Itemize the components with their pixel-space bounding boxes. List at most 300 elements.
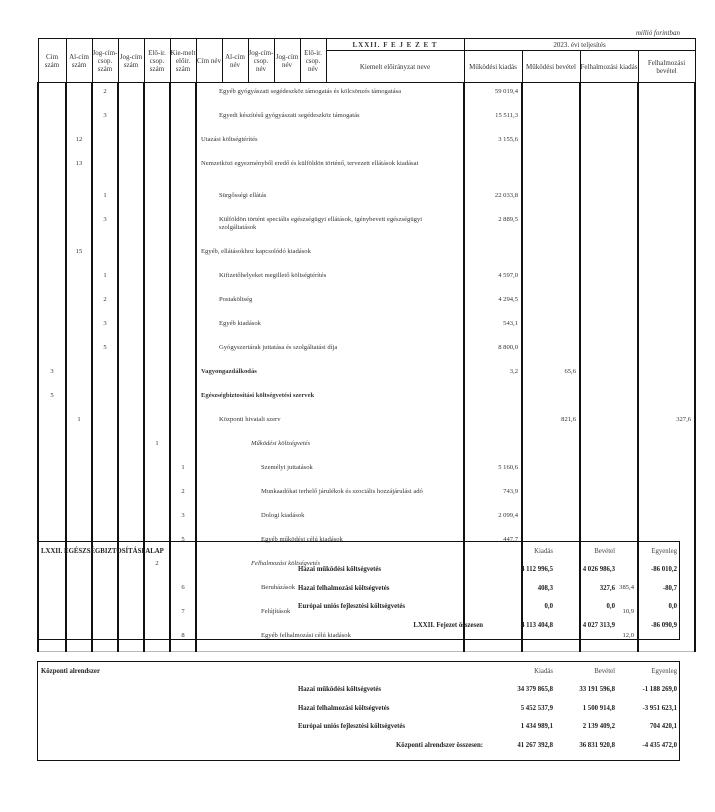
col-header-jogcimcsop-nev: Jog-cím-csop. név [248,39,274,83]
cell-mukodesi-kiadas [464,387,522,411]
cell-mukodesi-kiadas: 4 294,5 [464,291,522,315]
summary-row [38,579,679,598]
table-row [38,507,695,531]
summary-row-label: Hazai működési költségvetés [298,686,382,694]
cell-jogcimcsop-szam: 3 [92,211,118,243]
cell-mukodesi-kiadas: 3 155,6 [464,131,522,155]
cell-mukodesi-bevetel [522,483,580,507]
cell-item-name: Vagyongazdálkodás [196,363,464,387]
cell-kiemelt-szam: 5 [170,531,196,555]
cell-item-name: Gyógyszertárak juttatása és szolgáltatási díja [196,339,464,363]
summary-header-kiadas: Kiadás [534,547,553,555]
cell-eloircsop-szam: 2 [144,555,170,579]
summary-total-egyenleg: -86 090,9 [650,621,677,629]
summary-row [38,681,679,700]
cell-jogcimcsop-szam: 1 [92,267,118,291]
cell-felhalmozasi-kiadas [580,83,638,108]
cell-item-name: Kifizetőhelyeket megillető költségtérítés [196,267,464,291]
cell-jogcim-szam [118,315,144,339]
cell-item-name: Személyi juttatások [196,459,464,483]
cell-jogcimcsop-szam [92,363,118,387]
cell-jogcimcsop-szam [92,411,118,435]
cell-item-name: Beruházások [196,579,464,603]
cell-mukodesi-bevetel [522,459,580,483]
cell-mukodesi-bevetel [522,83,580,108]
cell-jogcim-szam [118,339,144,363]
cell-felhalmozasi-kiadas [580,363,638,387]
summary-kiadas: 4 112 996,5 [521,566,553,574]
cell-felhalmozasi-kiadas [580,459,638,483]
col-header-alcim-nev: Al-cím név [222,39,248,83]
summary-bevetel: 327,6 [599,584,615,592]
cell-jogcim-szam [118,211,144,243]
col-header-mukodesi-bevetel: Működési bevétel [522,51,580,83]
summary-egyenleg: -3 951 623,1 [642,704,677,712]
cell-mukodesi-kiadas: 743,9 [464,483,522,507]
cell-jogcimcsop-szam [92,131,118,155]
cell-jogcim-szam [118,291,144,315]
cell-mukodesi-bevetel [522,507,580,531]
summary-row [38,598,679,617]
cell-alcim-szam [66,83,92,108]
summary-row-label: Hazai felhalmozási költségvetés [298,584,390,592]
cell-eloircsop-szam [144,411,170,435]
cell-felhalmozasi-kiadas [580,107,638,131]
cell-eloircsop-szam [144,339,170,363]
col-header-name: Kiemelt előirányzat neve [326,51,464,83]
summary-egyenleg: 704 420,1 [649,723,677,731]
cell-mukodesi-kiadas [464,435,522,459]
cell-felhalmozasi-kiadas [580,411,638,435]
cell-mukodesi-kiadas [464,411,522,435]
cell-mukodesi-bevetel [522,315,580,339]
summary-total-row [38,736,679,755]
cell-mukodesi-bevetel [522,339,580,363]
summary-egyenleg: 0,0 [668,603,677,611]
cell-felhalmozasi-kiadas [580,339,638,363]
cell-mukodesi-bevetel: 65,6 [522,363,580,387]
cell-cim-szam [38,435,66,459]
cell-felhalmozasi-kiadas [580,291,638,315]
cell-alcim-szam [66,291,92,315]
cell-item-name: Működési költségvetés [196,435,464,459]
cell-alcim-szam [66,107,92,131]
cell-kiemelt-szam [170,291,196,315]
summary-bevetel: 4 026 986,3 [582,566,615,574]
table-row [38,267,695,291]
col-header-kiemelt-szam: Kie-melt előir. szám [170,39,196,83]
cell-mukodesi-kiadas [464,243,522,267]
cell-jogcim-szam [118,155,144,187]
cell-cim-szam [38,131,66,155]
cell-cim-szam [38,315,66,339]
cell-felhalmozasi-bevetel [638,315,695,339]
col-header-cim-nev: Cím név [196,39,222,83]
cell-eloircsop-szam [144,267,170,291]
cell-alcim-szam [66,507,92,531]
cell-felhalmozasi-bevetel [638,187,695,211]
cell-cim-szam [38,411,66,435]
cell-kiemelt-szam: 8 [170,627,196,652]
cell-alcim-szam: 13 [66,155,92,187]
summary-row-label: Hazai felhalmozási költségvetés [298,704,390,712]
summary-kiadas: 5 452 537,9 [520,704,553,712]
cell-felhalmozasi-kiadas [580,483,638,507]
cell-felhalmozasi-kiadas: 385,4 [580,579,638,603]
col-header-eloircsop-szam: Elő-ir. csop. szám [144,39,170,83]
summary-bevetel: 33 191 596,8 [579,686,615,694]
cell-jogcim-szam [118,83,144,108]
summary-total-kiadas: 4 113 404,8 [521,621,553,629]
table-header [38,39,695,83]
summary-kiadas: 408,3 [537,584,553,592]
cell-jogcimcsop-szam [92,243,118,267]
cell-alcim-szam: 1 [66,411,92,435]
table-row [38,435,695,459]
cell-mukodesi-bevetel [522,155,580,187]
cell-item-name: Egyéb, ellátásokhoz kapcsolódó kiadások [196,243,464,267]
cell-felhalmozasi-bevetel [638,267,695,291]
table-row [38,83,695,108]
cell-eloircsop-szam [144,131,170,155]
summary-egyenleg: -1 188 269,0 [642,686,677,694]
cell-kiemelt-szam [170,387,196,411]
col-header-felhalmozasi-kiadas: Felhalmozási kiadás [580,51,638,83]
cell-jogcim-szam [118,267,144,291]
cell-felhalmozasi-bevetel [638,435,695,459]
cell-cim-szam [38,507,66,531]
cell-felhalmozasi-kiadas [580,131,638,155]
cell-felhalmozasi-bevetel [638,339,695,363]
col-header-felhalmozasi-bevetel: Felhalmozási bevétel [638,51,695,83]
cell-felhalmozasi-kiadas [580,387,638,411]
cell-alcim-szam [66,435,92,459]
cell-kiemelt-szam: 3 [170,507,196,531]
cell-item-name: Egészségbiztosítási költségvetési szervek [196,387,464,411]
cell-felhalmozasi-kiadas [580,211,638,243]
cell-eloircsop-szam [144,507,170,531]
cell-jogcimcsop-szam [92,483,118,507]
cell-jogcim-szam [118,187,144,211]
cell-eloircsop-szam [144,315,170,339]
cell-item-name: Postaköltség [196,291,464,315]
summary-row-label: Európai uniós fejlesztési költségvetés [298,723,406,731]
cell-kiemelt-szam: 7 [170,603,196,627]
summary-kiadas: 34 379 865,8 [517,686,553,694]
cell-item-name: Felújítások [196,603,464,627]
summary-total-egyenleg: -4 435 472,0 [642,741,677,749]
cell-jogcimcsop-szam [92,387,118,411]
cell-item-name: Egyéb működési célú kiadások [196,531,464,555]
col-header-jogcim-szam: Jog-cím szám [118,39,144,83]
cell-item-name: Felhalmozási költségvetés [196,555,464,579]
summary-chapter [37,541,680,640]
cell-mukodesi-kiadas: 22 033,8 [464,187,522,211]
cell-felhalmozasi-kiadas [580,315,638,339]
cell-alcim-szam [66,339,92,363]
cell-felhalmozasi-kiadas [580,187,638,211]
cell-mukodesi-bevetel [522,291,580,315]
cell-mukodesi-kiadas: 3,2 [464,363,522,387]
table-row [38,155,695,187]
cell-mukodesi-kiadas: 543,1 [464,315,522,339]
table-row [38,459,695,483]
summary-header-bevetel: Bevétel [594,547,615,555]
cell-mukodesi-kiadas: 5 160,6 [464,459,522,483]
cell-kiemelt-szam [170,315,196,339]
summary-total-bevetel: 36 831 920,8 [579,741,615,749]
cell-mukodesi-bevetel [522,267,580,291]
summary-total-bevetel: 4 027 313,9 [582,621,615,629]
cell-mukodesi-bevetel [522,435,580,459]
summary-row [38,718,679,737]
cell-felhalmozasi-kiadas: 12,0 [580,627,638,652]
cell-kiemelt-szam [170,411,196,435]
cell-eloircsop-szam [144,187,170,211]
cell-jogcim-szam [118,459,144,483]
cell-alcim-szam [66,483,92,507]
cell-jogcim-szam [118,411,144,435]
cell-felhalmozasi-bevetel [638,83,695,108]
cell-cim-szam [38,211,66,243]
cell-jogcim-szam [118,435,144,459]
summary-bevetel: 0,0 [606,603,615,611]
cell-kiemelt-szam: 1 [170,459,196,483]
cell-jogcimcsop-szam: 1 [92,187,118,211]
col-header-cim-szam: Cím szám [38,39,66,83]
cell-mukodesi-bevetel [522,131,580,155]
summary-row [38,561,679,580]
cell-item-name: Egyedi készítésű gyógyászati segédeszköz támogatás [196,107,464,131]
table-row [38,211,695,243]
cell-kiemelt-szam [170,131,196,155]
summary-header-kiadas: Kiadás [534,667,553,675]
table-row [38,315,695,339]
cell-cim-szam [38,483,66,507]
summary-total-row [38,616,679,635]
cell-alcim-szam [66,459,92,483]
summary-kiadas: 0,0 [544,603,553,611]
cell-felhalmozasi-bevetel [638,291,695,315]
table-row [38,107,695,131]
cell-kiemelt-szam [170,363,196,387]
summary-title: Központi alrendszer [41,667,100,675]
cell-mukodesi-bevetel [522,107,580,131]
cell-kiemelt-szam [170,243,196,267]
cell-jogcimcsop-szam: 2 [92,291,118,315]
summary-egyenleg: -86 010,2 [650,566,677,574]
cell-cim-szam [38,187,66,211]
cell-jogcim-szam [118,131,144,155]
cell-eloircsop-szam [144,107,170,131]
cell-eloircsop-szam [144,243,170,267]
summary-header-bevetel: Bevétel [594,667,615,675]
cell-felhalmozasi-bevetel [638,155,695,187]
cell-alcim-szam [66,187,92,211]
cell-item-name: Dologi kiadások [196,507,464,531]
cell-mukodesi-kiadas: 2 099,4 [464,507,522,531]
cell-eloircsop-szam: 1 [144,435,170,459]
cell-felhalmozasi-bevetel [638,107,695,131]
cell-felhalmozasi-bevetel [638,483,695,507]
unit-note: millió forintban [635,29,680,37]
cell-alcim-szam: 15 [66,243,92,267]
cell-felhalmozasi-bevetel [638,459,695,483]
cell-eloircsop-szam [144,211,170,243]
cell-eloircsop-szam [144,83,170,108]
cell-cim-szam [38,155,66,187]
cell-mukodesi-kiadas: 15 511,3 [464,107,522,131]
cell-cim-szam [38,459,66,483]
cell-eloircsop-szam [144,459,170,483]
table-row [38,291,695,315]
summary-bevetel: 2 139 409,2 [582,723,615,731]
table-row [38,411,695,435]
cell-cim-szam [38,107,66,131]
cell-felhalmozasi-bevetel [638,131,695,155]
cell-item-name: Sürgősségi ellátás [196,187,464,211]
cell-mukodesi-bevetel: 821,6 [522,411,580,435]
cell-item-name: Egyéb felhalmozási célú kiadások [196,627,464,652]
cell-jogcim-szam [118,363,144,387]
col-header-alcim-szam: Al-cím szám [66,39,92,83]
cell-felhalmozasi-bevetel [638,387,695,411]
cell-eloircsop-szam [144,291,170,315]
cell-jogcim-szam [118,507,144,531]
summary-kiadas: 1 434 989,1 [520,723,553,731]
col-header-jogcim-nev: Jog-cím név [274,39,300,83]
table-row [38,483,695,507]
summary-egyenleg: -80,7 [662,584,677,592]
table-row [38,339,695,363]
cell-mukodesi-kiadas: 2 889,5 [464,211,522,243]
cell-felhalmozasi-kiadas: 10,9 [580,603,638,627]
cell-mukodesi-bevetel [522,243,580,267]
cell-mukodesi-bevetel [522,211,580,243]
table-row [38,187,695,211]
cell-mukodesi-kiadas: 59 019,4 [464,83,522,108]
cell-mukodesi-kiadas: 4 597,0 [464,267,522,291]
cell-felhalmozasi-kiadas [580,435,638,459]
cell-jogcimcsop-szam: 3 [92,315,118,339]
summary-title: LXXII. EGÉSZSÉGBIZTOSÍTÁSI ALAP [41,547,164,555]
summary-row [38,699,679,718]
cell-kiemelt-szam: 6 [170,579,196,603]
cell-cim-szam [38,83,66,108]
cell-eloircsop-szam [144,155,170,187]
cell-item-name: Nemzetközi egyezményből eredő és külföldön történő, tervezett ellátások kiadásai [196,155,464,187]
cell-felhalmozasi-bevetel [638,211,695,243]
cell-felhalmozasi-bevetel: 327,6 [638,411,695,435]
cell-mukodesi-bevetel [522,387,580,411]
cell-jogcimcsop-szam: 5 [92,339,118,363]
cell-alcim-szam [66,315,92,339]
summary-row-label: Európai uniós fejlesztési költségvetés [298,603,406,611]
cell-cim-szam [38,267,66,291]
cell-kiemelt-szam [170,83,196,108]
table-row [38,387,695,411]
cell-mukodesi-bevetel [522,187,580,211]
col-header-mukodesi-kiadas: Működési kiadás [464,51,522,83]
cell-mukodesi-kiadas [464,155,522,187]
cell-kiemelt-szam [170,267,196,291]
cell-jogcimcsop-szam: 3 [92,107,118,131]
cell-mukodesi-kiadas: 8 800,0 [464,339,522,363]
cell-item-name: Utazási költségtérítés [196,131,464,155]
table-row [38,243,695,267]
cell-cim-szam [38,243,66,267]
cell-jogcimcsop-szam [92,155,118,187]
cell-item-name: Munkaadókat terhelő járulékok és szociális hozzájárulási adó [196,483,464,507]
cell-cim-szam: 3 [38,363,66,387]
cell-mukodesi-kiadas: 447,7 [464,531,522,555]
cell-jogcimcsop-szam [92,435,118,459]
cell-item-name: Központi hivatali szerv [196,411,464,435]
cell-cim-szam: 5 [38,387,66,411]
table-row [38,131,695,155]
summary-central-subsystem [37,661,680,761]
cell-felhalmozasi-bevetel [638,507,695,531]
cell-jogcim-szam [118,483,144,507]
cell-kiemelt-szam [170,155,196,187]
cell-kiemelt-szam [170,187,196,211]
cell-felhalmozasi-kiadas [580,243,638,267]
cell-eloircsop-szam [144,483,170,507]
cell-alcim-szam [66,211,92,243]
cell-kiemelt-szam: 2 [170,483,196,507]
cell-cim-szam [38,339,66,363]
summary-row-label: Hazai működési költségvetés [298,566,382,574]
cell-alcim-szam [66,387,92,411]
cell-kiemelt-szam [170,435,196,459]
col-header-eloircsop-nev: Elő-ir. csop. név [300,39,326,83]
cell-eloircsop-szam [144,387,170,411]
cell-cim-szam [38,291,66,315]
summary-total-label: LXXII. Fejezet összesen [413,621,483,629]
cell-jogcimcsop-szam: 2 [92,83,118,108]
summary-header-egyenleg: Egyenleg [651,547,677,555]
cell-item-name: Egyéb kiadások [196,315,464,339]
summary-bevetel: 1 500 914,8 [582,704,615,712]
cell-jogcim-szam [118,107,144,131]
cell-felhalmozasi-bevetel [638,363,695,387]
cell-alcim-szam [66,363,92,387]
summary-total-label: Központi alrendszer összesen: [396,741,483,749]
cell-kiemelt-szam [170,211,196,243]
cell-kiemelt-szam [170,339,196,363]
col-header-jogcimcsop-szam: Jog-cím-csop. szám [92,39,118,83]
cell-jogcimcsop-szam [92,507,118,531]
cell-jogcim-szam [118,243,144,267]
cell-alcim-szam: 12 [66,131,92,155]
table-row [38,363,695,387]
cell-jogcim-szam [118,387,144,411]
cell-felhalmozasi-bevetel [638,243,695,267]
cell-felhalmozasi-kiadas [580,267,638,291]
summary-header-egyenleg: Egyenleg [651,667,677,675]
chapter-title: LXXII. F E J E Z E T [326,39,464,51]
cell-kiemelt-szam [170,107,196,131]
cell-felhalmozasi-kiadas [580,507,638,531]
cell-item-name: Egyéb gyógyászati segédeszköz támogatás és kölcsönzés támogatása [196,83,464,108]
period-header: 2023. évi teljesítés [464,39,695,51]
cell-felhalmozasi-kiadas [580,155,638,187]
cell-alcim-szam [66,267,92,291]
cell-eloircsop-szam [144,363,170,387]
cell-item-name: Külföldön történt speciális egészségügyi ellátások, igénybevett egészségügyi szolgáltatások [196,211,464,243]
summary-total-kiadas: 41 267 392,8 [517,741,553,749]
cell-jogcimcsop-szam [92,459,118,483]
